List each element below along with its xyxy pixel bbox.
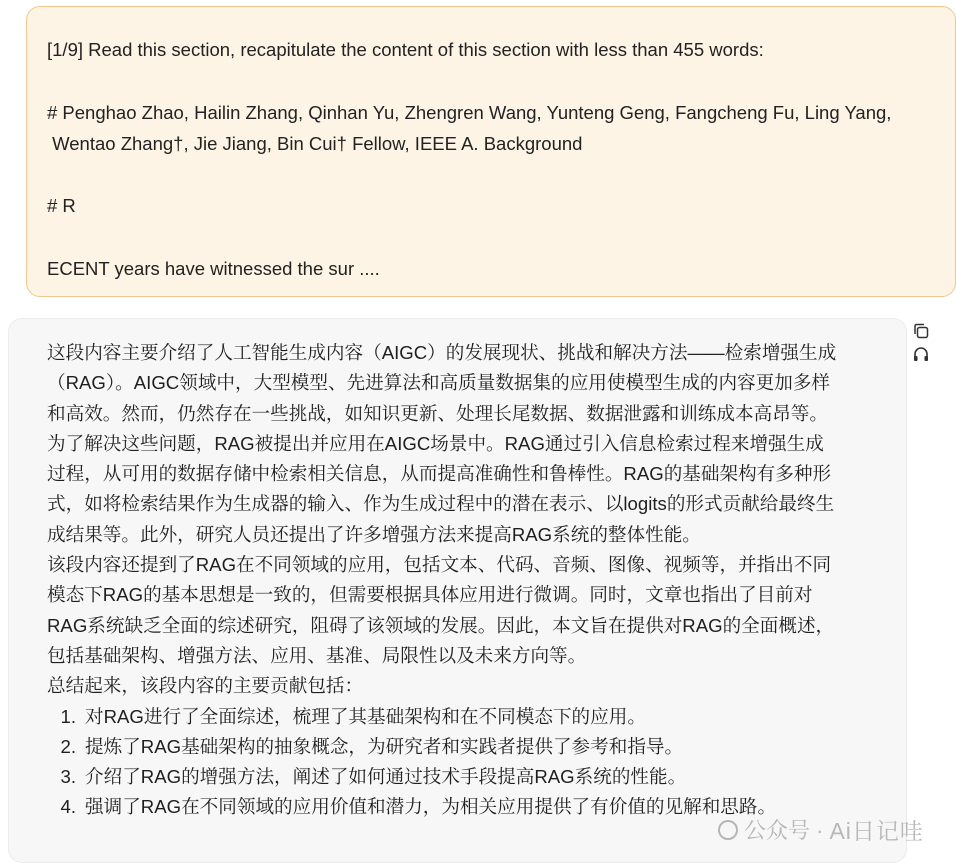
user-message-line — [47, 159, 955, 190]
contribution-list — [47, 702, 906, 823]
watermark — [718, 813, 924, 846]
response-line: 和高效。然而，仍然存在一些挑战，如知识更新、处理长尾数据、数据泄露和训练成本高昂等。 — [47, 402, 828, 424]
response-paragraph — [47, 671, 906, 701]
copy-icon — [912, 322, 930, 340]
list-item-number: 4. — [60, 796, 76, 818]
assistant-paragraphs — [47, 338, 906, 702]
response-line: 成结果等。此外，研究人员还提出了许多增强方法来提高RAG系统的整体性能。 — [47, 523, 701, 545]
user-message-line: [1/9] Read this section, recapitulate the content of this section with less than 455 words: — [47, 39, 764, 60]
list-item-number: 3. — [60, 766, 76, 788]
response-line: 该段内容还提到了RAG在不同领域的应用，包括文本、代码、音频、图像、视频等，并指出不同 — [47, 554, 832, 576]
list-item — [47, 732, 906, 762]
list-item-number: 1. — [60, 705, 76, 727]
response-line: 总结起来，该段内容的主要贡献包括： — [47, 675, 364, 697]
response-paragraph — [47, 338, 906, 550]
list-item-text: 提炼了RAG基础架构的抽象概念，为研究者和实践者提供了参考和指导。 — [85, 735, 684, 757]
response-line: （RAG）。AIGC领域中，大型模型、先进算法和高质量数据集的应用使模型生成的内容更加多样 — [47, 372, 831, 394]
response-line: RAG系统缺乏全面的综述研究，阻碍了该领域的发展。因此，本文旨在提供对RAG的全面概述， — [47, 614, 835, 636]
response-line: 这段内容主要介绍了人工智能生成内容（AIGC）的发展现状、挑战和解决方法——检索增强生成 — [47, 342, 837, 363]
list-item-number: 2. — [60, 735, 76, 757]
list-item — [47, 762, 906, 792]
headphones-icon — [912, 345, 930, 363]
user-message-line: # Penghao Zhao, Hailin Zhang, Qinhan Yu, Zhengren Wang, Yunteng Geng, Fangcheng Fu, Ling Yang, — [47, 101, 892, 123]
user-message-line: Wentao Zhang†, Jie Jiang, Bin Cui† Fellow, IEEE A. Background — [47, 132, 583, 154]
response-paragraph — [47, 550, 906, 671]
response-line: 式，如将检索结果作为生成器的输入、作为生成过程中的潜在表示、以logits的形式贡献给最终生 — [47, 493, 835, 515]
list-item — [47, 702, 906, 732]
response-line: 模态下RAG的基本思想是一致的，但需要根据具体应用进行微调。同时，文章也指出了目前对 — [47, 584, 813, 606]
response-line: 过程，从可用的数据存储中检索相关信息，从而提高准确性和鲁棒性。RAG的基础架构有多种形 — [47, 463, 832, 485]
copy-button[interactable] — [910, 320, 932, 342]
response-line: 包括基础架构、增强方法、应用、基准、局限性以及未来方向等。 — [47, 644, 587, 666]
list-item-text: 介绍了RAG的增强方法，阐述了如何通过技术手段提高RAG系统的性能。 — [85, 766, 687, 788]
list-item-text: 强调了RAG在不同领域的应用价值和潜力，为相关应用提供了有价值的见解和思路。 — [85, 796, 777, 818]
user-message-line: ECENT years have witnessed the sur .... — [47, 258, 380, 280]
user-message — [26, 6, 956, 297]
user-message-line — [47, 222, 955, 253]
assistant-message — [8, 318, 907, 863]
response-line: 为了解决这些问题，RAG被提出并应用在AIGC场景中。RAG通过引入信息检索过程来增强生成 — [47, 432, 824, 454]
list-item-text: 对RAG进行了全面综述，梳理了其基础架构和在不同模态下的应用。 — [85, 705, 646, 727]
user-message-line: # R — [47, 195, 76, 217]
wechat-icon — [718, 820, 738, 840]
watermark-brand: Ai日记哇 — [829, 818, 924, 844]
user-message-line — [47, 65, 955, 96]
read-aloud-button[interactable] — [910, 343, 932, 365]
watermark-prefix: 公众号 · — [744, 818, 824, 843]
